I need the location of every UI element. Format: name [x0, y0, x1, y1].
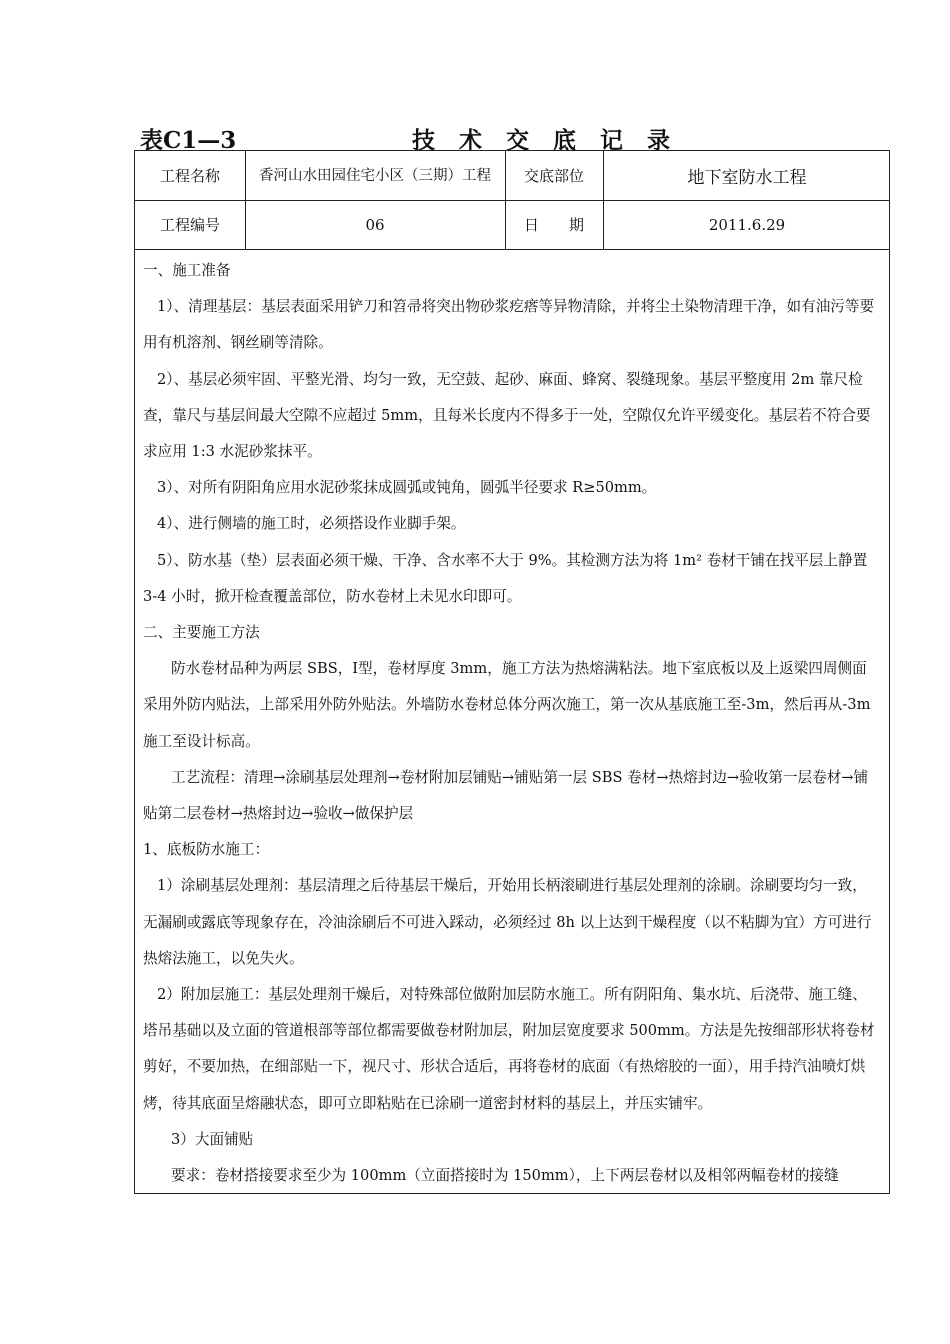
date-value: 2011.6.29 [708, 215, 786, 234]
project-name-label: 工程名称 [159, 167, 220, 185]
content-paragraph: 4）、进行侧墙的施工时，必须搭设作业脚手架。 [157, 515, 466, 533]
section-heading: 1、底板防水施工： [143, 841, 270, 859]
content-paragraph: 1）涂刷基层处理剂：基层清理之后待基层干燥后，开始用长柄滚刷进行基层处理剂的涂刷。涂刷要均匀一致，无漏刷或露底等现象存在，冷油涂刷后不可进入踩动，必须经过 8h 以上达到干燥程度（以不粘脚为宜）方可进行热熔法施工，以免失火。 [143, 877, 872, 967]
content-paragraph: 1）、清理基层：基层表面采用铲刀和笤帚将突出物砂浆疙瘩等异物清除，并将尘土染物清理干净，如有油污等要用有机溶剂、钢丝刷等清除。 [143, 298, 875, 352]
date-label: 日 期 [523, 216, 584, 234]
document-header [134, 122, 894, 152]
disclosure-content [135, 249, 889, 1194]
content-paragraph: 2）附加层施工：基层处理剂干燥后，对特殊部位做附加层防水施工。所有阴阳角、集水坑、后浇带、施工缝、塔吊基础以及立面的管道根部等部位都需要做卷材附加层，附加层宽度要求 500mm。方法是先按细部形状将卷材剪好，不要加热，在细部贴一下，视尺寸、形状合适后，再将卷材的底面（有热熔胶的一面），用手持汽油喷灯烘烤，待其底面呈熔融状态，即可立即粘贴在已涂刷一道密封材料的基层上，并压实铺牢。 [143, 986, 875, 1112]
section-heading: 一、施工准备 [143, 262, 231, 279]
project-number-value: 06 [365, 215, 385, 234]
content-paragraph: 5）、防水基（垫）层表面必须干燥、干净、含水率不大于 9%。其检测方法为将 1m² 卷材干铺在找平层上静置 3-4 小时，掀开检查覆盖部位，防水卷材上未见水印即可。 [143, 551, 868, 605]
record-table [134, 150, 890, 1194]
content-paragraph: 要求：卷材搭接要求至少为 100mm（立面搭接时为 150mm），上下两层卷材以及相邻两幅卷材的接缝 [171, 1167, 839, 1185]
location-value: 地下室防水工程 [687, 168, 807, 188]
content-paragraph: 防水卷材品种为两层 SBS，Ⅰ型，卷材厚度 3mm，施工方法为热熔满粘法。地下室底板以及上返梁四周侧面采用外防内贴法，上部采用外防外贴法。外墙防水卷材总体分两次施工，第一次从基底施工至-3m，然后再从-3m 施工至设计标高。 [143, 660, 871, 750]
form-number: 表C1—3 [140, 127, 237, 154]
content-paragraph: 3）、对所有阴阳角应用水泥砂浆抹成圆弧或钝角，圆弧半径要求 R≥50mm。 [157, 479, 657, 497]
content-paragraph: 工艺流程：清理→涂刷基层处理剂→卷材附加层铺贴→铺贴第一层 SBS 卷材→热熔封边→验收第一层卷材→铺贴第二层卷材→热熔封边→验收→做保护层 [143, 768, 869, 823]
section-heading: 二、主要施工方法 [143, 624, 260, 642]
content-paragraph: 2）、基层必须牢固、平整光滑、均匀一致，无空鼓、起砂、麻面、蜂窝、裂缝现象。基层平整度用 2m 靠尺检查，靠尺与基层间最大空隙不应超过 5mm，且每米长度内不得多于一处，空隙仅允许平缓变化。基层若不符合要求应用 1:3 水泥砂浆抹平。 [143, 370, 871, 461]
document-title: 技 术 交 底 记 录 [412, 127, 679, 154]
location-label: 交底部位 [523, 167, 584, 185]
project-name-value: 香河山水田园住宅小区（三期）工程 [259, 167, 491, 184]
content-paragraph: 3）大面铺贴 [171, 1130, 254, 1148]
project-number-label: 工程编号 [159, 216, 220, 234]
